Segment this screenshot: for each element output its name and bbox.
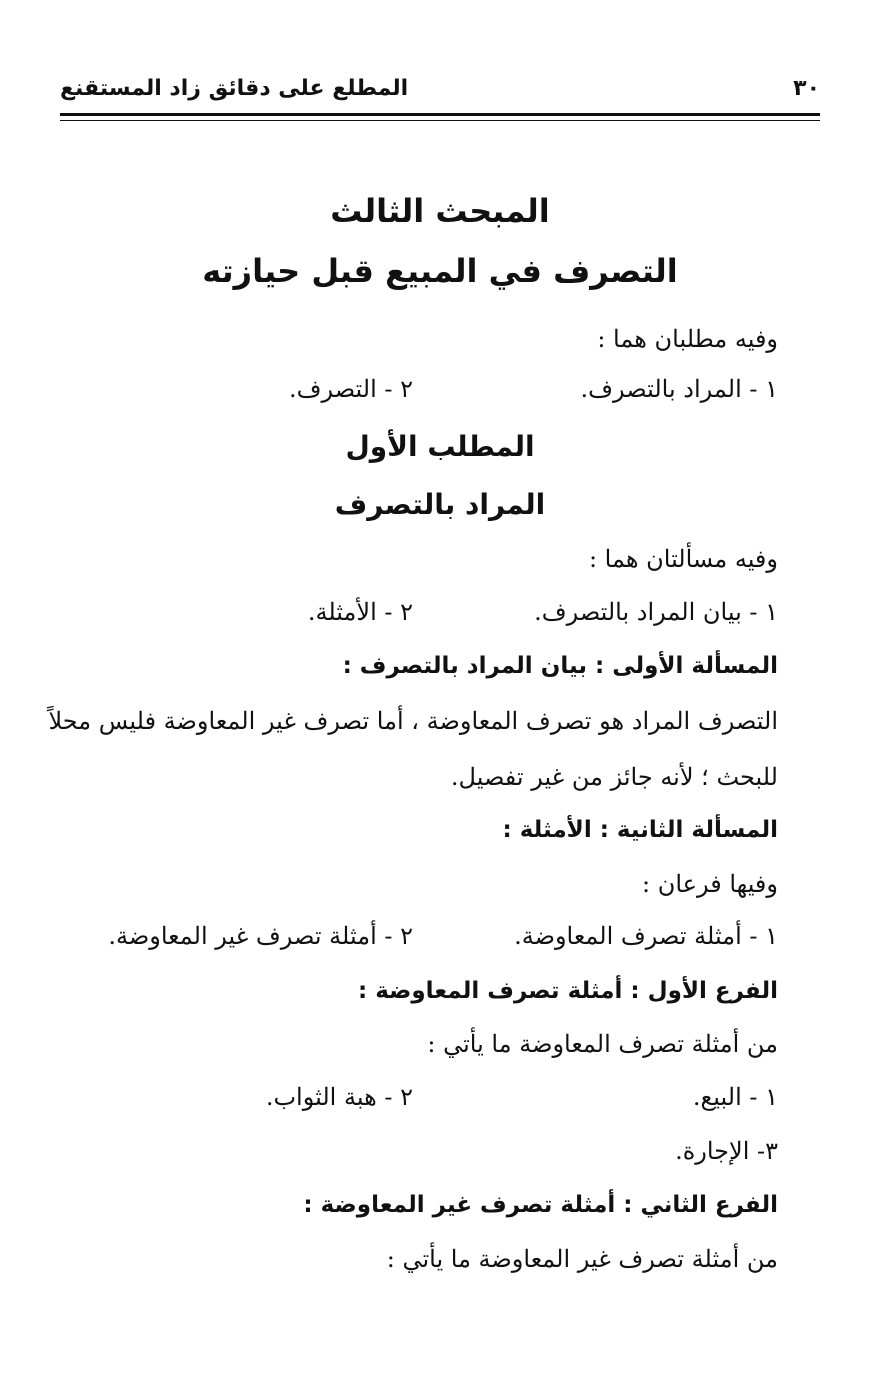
section-item-2: ٢ - التصرف. — [288, 375, 413, 403]
far2-heading: الفرع الثاني : أمثلة تصرف غير المعاوضة : — [303, 1192, 778, 1218]
section-intro: وفيه مطلبان هما : — [597, 325, 778, 353]
matlab1-item-1: ١ - بيان المراد بالتصرف. — [534, 598, 778, 626]
far1-intro: من أمثلة تصرف المعاوضة ما يأتي : — [427, 1030, 778, 1058]
far1-item-3: ٣- الإجارة. — [675, 1137, 778, 1165]
matlab1-intro: وفيه مسألتان هما : — [588, 545, 778, 573]
matlab1-title: المطلب الأول — [345, 430, 535, 463]
header-rule-thin — [60, 120, 820, 121]
header-rule-thick — [60, 113, 820, 116]
far2-intro: من أمثلة تصرف غير المعاوضة ما يأتي : — [386, 1245, 778, 1273]
matlab1-subtitle: المراد بالتصرف — [334, 488, 546, 521]
masala2-item-2: ٢ - أمثلة تصرف غير المعاوضة. — [108, 922, 413, 950]
section-title: المبحث الثالث — [330, 192, 550, 230]
masala1-text-line2: للبحث ؛ لأنه جائز من غير تفصيل. — [450, 763, 778, 791]
page-number: ٣٠ — [793, 76, 820, 101]
masala1-heading: المسألة الأولى : بيان المراد بالتصرف : — [342, 653, 778, 679]
section-subtitle: التصرف في المبيع قبل حيازته — [202, 252, 678, 290]
masala1-text-line1: التصرف المراد هو تصرف المعاوضة ، أما تصرف غير المعاوضة فليس محلاً — [48, 707, 778, 735]
matlab1-item-2: ٢ - الأمثلة. — [307, 598, 413, 626]
book-title: المطلع على دقائق زاد المستقنع — [60, 76, 409, 101]
masala2-heading: المسألة الثانية : الأمثلة : — [502, 817, 778, 843]
far1-heading: الفرع الأول : أمثلة تصرف المعاوضة : — [358, 978, 778, 1004]
section-item-1: ١ - المراد بالتصرف. — [580, 375, 778, 403]
far1-item-1: ١ - البيع. — [692, 1083, 778, 1111]
far1-item-2: ٢ - هبة الثواب. — [265, 1083, 413, 1111]
masala2-intro: وفيها فرعان : — [642, 870, 778, 898]
masala2-item-1: ١ - أمثلة تصرف المعاوضة. — [514, 922, 778, 950]
running-header — [60, 70, 820, 110]
